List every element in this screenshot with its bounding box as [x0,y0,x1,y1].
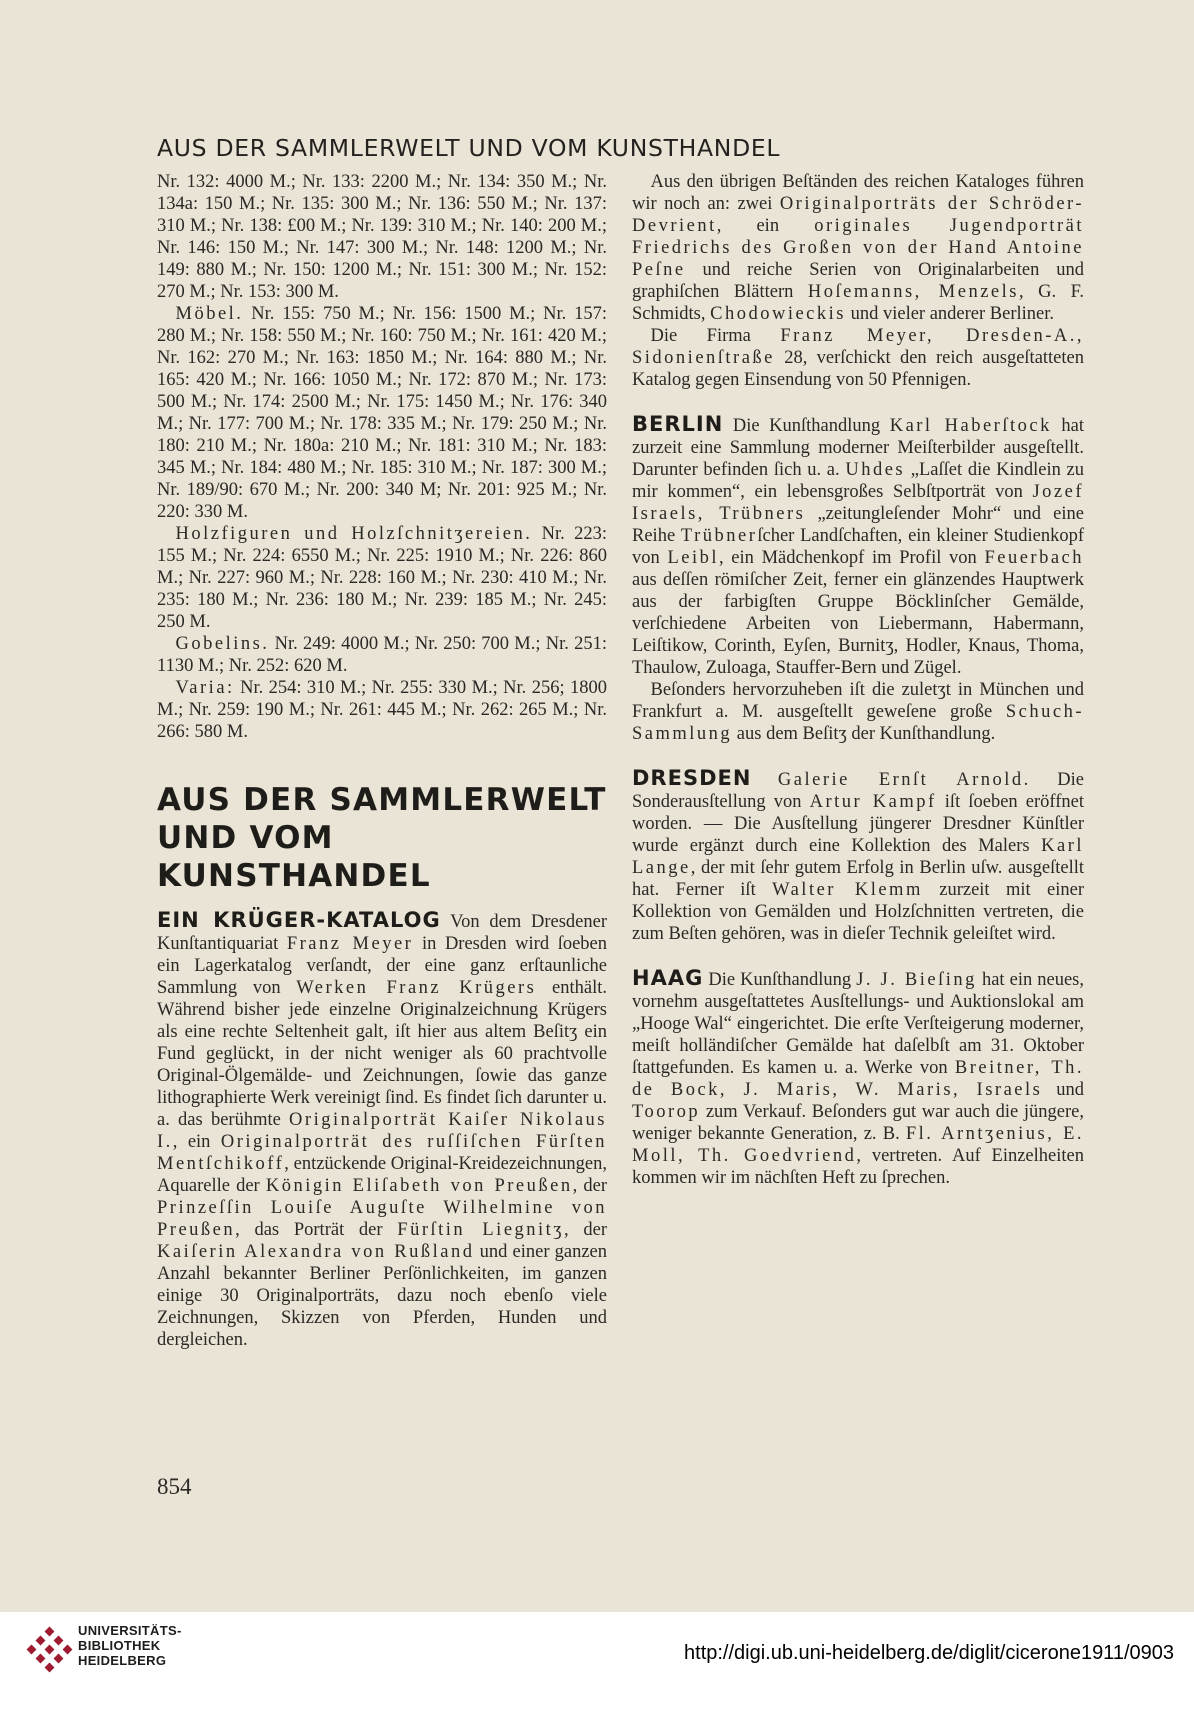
right-column [632,171,1084,1189]
source-url-link[interactable]: http://digi.ub.uni-heidelberg.de/diglit/cicerone1911/0903 [684,1642,1174,1664]
library-name-line: UNIVERSITÄTS- [78,1623,182,1638]
article-heading: EIN KRÜGER-KATALOG [157,908,441,932]
article-heading: BERLIN [632,412,724,436]
krueger-article: EIN KRÜGER-KATALOG Von dem Dresdener Kunſtantiquariat Franz Meyer in Dresden wird ſoeben ein Lagerkatalog verſandt, der eine ganz erſtaunliche Sammlung von Werken Franz Krügers enthält. Während bisher jede einzelne Originalzeichnung Krügers als eine rechte Seltenheit galt, iſt hier aus altem Beſitʒ ein Fund geglückt, in der nicht weniger als 60 prachtvolle Original-Ölgemälde- und Zeichnungen, ſowie das ganze lithographierte Werk vereinigt ſind. Es findet ſich darunter u. a. das berühmte Originalporträt Kaiſer Nikolaus I., ein Originalporträt des ruſſiſchen Fürſten Mentſchikoff, entzückende Original-Kreidezeichnungen, Aquarelle der Königin Eliſabeth von Preußen, der Prinzeſſin Louiſe Auguſte Wilhelmine von Preußen, das Porträt der Fürſtin Liegnitʒ, der Kaiſerin Alexandra von Rußland und einer ganzen Anzahl bekannter Berliner Perſönlichkeiten, im ganzen einige 30 Originalporträts, dazu noch ebenſo viele Zeichnungen, Skizzen von Pferden, Hunden und dergleichen. [157,908,608,1350]
article-heading: HAAG [632,966,704,990]
article-heading: DRESDEN [632,766,752,790]
category-label: Varia: [175,678,235,698]
seal-tile [54,1636,64,1646]
seal-tile [27,1645,37,1655]
price-paragraph-holzfiguren: Holzfiguren und Holzſchnitʒereien. Nr. 223: 155 M.; Nr. 224: 6550 M.; Nr. 225: 1910 M.; Nr. 226: 860 M.; Nr. 227: 960 M.; Nr. 228: 160 M.; Nr. 230: 410 M.; Nr. 235: 180 M.; Nr. 236: 180 M.; Nr. 239: 185 M.; Nr. 245: 250 M. [157,524,608,632]
catalog-paragraph: Aus den übrigen Beſtänden des reichen Kataloges führen wir noch an: zwei Originalporträts der Schröder-Devrient, ein originales Jugendporträt Friedrichs des Großen von der Hand Antoine Peſne und reiche Serien von Originalarbeiten und graphiſchen Blättern Hoſemanns, Menzels, G. F. Schmidts, Chodowieckis und vieler anderer Berliner. [632,172,1084,324]
dresden-article: DRESDEN Galerie Ernſt Arnold. Die Sonderausſtellung von Artur Kampf iſt ſoeben eröffnet worden. — Die Ausſtellung jüngerer Dresdner Künſtler wurde ergänzt durch eine Kollektion des Malers Karl Lange, der mit ſehr gutem Erfolg in Berlin uſw. ausgeſtellt hat. Ferner iſt Walter Klemm zurzeit mit einer Kollektion von Gemälden und Holzſchnitten vertreten, die zum Beſten gehören, was in dieſer Technik geleiſtet wird. [632,766,1084,944]
category-label: Gobelins. [175,634,270,654]
library-name [78,1623,182,1668]
price-paragraph-moebel: Möbel. Nr. 155: 750 M.; Nr. 156: 1500 M.; Nr. 157: 280 M.; Nr. 158: 550 M.; Nr. 160: 750 M.; Nr. 161: 420 M.; Nr. 162: 270 M.; Nr. 163: 1850 M.; Nr. 164: 880 M.; Nr. 165: 420 M.; Nr. 166: 1050 M.; Nr. 172: 870 M.; Nr. 173: 500 M.; Nr. 174: 2500 M.; Nr. 175: 1450 M.; Nr. 176: 340 M.; Nr. 177: 700 M.; Nr. 178: 335 M.; Nr. 179: 250 M.; Nr. 180: 210 M.; Nr. 180a: 210 M.; Nr. 181: 310 M.; Nr. 183: 345 M.; Nr. 184: 480 M.; Nr. 185: 310 M.; Nr. 187: 300 M.; Nr. 189/90: 670 M.; Nr. 200: 340 M; Nr. 201: 925 M.; Nr. 220: 330 M. [157,304,607,522]
price-paragraph-gobelins: Gobelins. Nr. 249: 4000 M.; Nr. 250: 700 M.; Nr. 251: 1130 M.; Nr. 252: 620 M. [157,634,607,676]
section-title [157,781,607,895]
seal-tile [63,1645,73,1655]
section-title-line: AUS DER SAMMLERWELT [157,782,607,818]
section-title-line: UND VOM KUNSTHANDEL [157,820,431,894]
left-column [157,171,607,1351]
category-label: Holzfiguren und Holzſchnitʒereien. [175,524,533,544]
catalog-paragraph: Die Firma Franz Meyer, Dresden-A., Sidonienſtraße 28, verſchickt den reich ausgeſtatteten Katalog gegen Einsendung von 50 Pfennigen. [632,326,1085,390]
seal-tile [36,1654,46,1664]
berlin-article: BERLIN Die Kunſthandlung Karl Haberſtock hat zurzeit eine Sammlung moderner Meiſterbilder ausgeſtellt. Darunter befinden ſich u. a. Uhdes „Laſſet die Kindlein zu mir kommen“, ein lebensgroßes Selbſtporträt von Jozef Israels, Trübners „zeitungleſender Mohr“ und eine Reihe Trübnerſcher Landſchaften, ein kleiner Studienkopf von Leibl, ein Mädchenkopf im Profil von Feuerbach aus deſſen römiſcher Zeit, ferner ein glänzendes Hauptwerk aus der farbigſten Gruppe Böcklinſcher Gemälde, verſchiedene Arbeiten von Liebermann, Habermann, Leiſtikow, Corinth, Eyſen, Burnitʒ, Hodler, Knaus, Thoma, Thaulow, Zuloaga, Stauffer-Bern und Zügel. [632,412,1085,678]
price-paragraph-varia: Varia: Nr. 254: 310 M.; Nr. 255: 330 M.; Nr. 256; 1800 M.; Nr. 259: 190 M.; Nr. 261: 445 M.; Nr. 262: 265 M.; Nr. 266: 580 M. [157,678,607,742]
berlin-article-continued: Beſonders hervorzuheben iſt die zuletʒt in München und Frankfurt a. M. ausgeſtellt geweſene große Schuch-Sammlung aus dem Beſitʒ der Kunſthandlung. [632,680,1084,744]
seal-tile [45,1627,55,1637]
category-label: Möbel. [175,304,244,324]
price-paragraph: Nr. 132: 4000 M.; Nr. 133: 2200 M.; Nr. 134: 350 M.; Nr. 134a: 150 M.; Nr. 135: 300 M.; Nr. 136: 550 M.; Nr. 137: 310 M.; Nr. 138: £00 M.; Nr. 139: 310 M.; Nr. 140: 200 M.; Nr. 146: 150 M.; Nr. 147: 300 M.; Nr. 148: 1200 M.; Nr. 149: 880 M.; Nr. 150: 1200 M.; Nr. 151: 300 M.; Nr. 152: 270 M.; Nr. 153: 300 M. [157,172,607,302]
haag-article: HAAG Die Kunſthandlung J. J. Bieſing hat ein neues, vornehm ausgeſtattetes Ausſtellungs- und Auktionslokal am „Hooge Wal“ eingerichtet. Die erſte Verſteigerung moderner, meiſt holländiſcher Gemälde hat daſelbſt am 31. Oktober ſtattgefunden. Es kamen u. a. Werke von Breitner, Th. de Bock, J. Maris, W. Maris, Israels und Toorop zum Verkauf. Beſonders gut war auch die jüngere, weniger bekannte Generation, z. B. Fl. Arntʒenius, E. Moll, Th. Goedvriend, vertreten. Auf Einzelheiten kommen wir im nächſten Heft zu ſprechen. [632,966,1085,1188]
running-head: AUS DER SAMMLERWELT UND VOM KUNSTHANDEL [157,134,781,162]
page-number: 854 [157,1474,192,1499]
seal-tile [45,1645,55,1655]
library-name-line: BIBLIOTHEK [78,1638,161,1653]
seal-tile [54,1654,64,1664]
seal-grid [27,1627,73,1673]
seal-tile [36,1636,46,1646]
seal-tile [45,1663,55,1673]
library-name-line: HEIDELBERG [78,1653,167,1668]
